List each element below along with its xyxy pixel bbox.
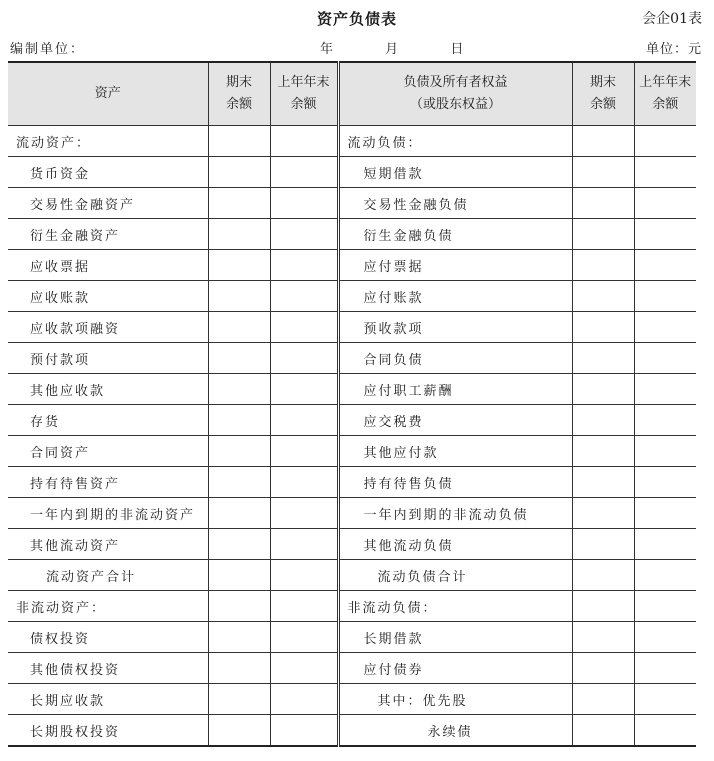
asset-end-balance-cell [208, 343, 270, 374]
liability-prev-balance-cell [634, 188, 696, 219]
asset-prev-balance-cell [270, 374, 338, 405]
asset-prev-balance-cell [270, 715, 338, 747]
asset-prev-balance-cell [270, 188, 338, 219]
liability-prev-balance-cell [634, 653, 696, 684]
asset-end-balance-cell [208, 622, 270, 653]
asset-prev-balance-cell [270, 591, 338, 622]
asset-item-label: 其他债权投资 [8, 653, 208, 684]
table-row [8, 374, 696, 405]
asset-item-label: 其他流动资产 [8, 529, 208, 560]
asset-item-label: 交易性金融资产 [8, 188, 208, 219]
asset-end-balance-cell [208, 560, 270, 591]
liability-prev-balance-cell [634, 157, 696, 188]
liability-prev-balance-cell [634, 126, 696, 157]
asset-end-balance-cell [208, 219, 270, 250]
liability-end-balance-cell [572, 343, 634, 374]
table-row [8, 405, 696, 436]
table-row [8, 653, 696, 684]
asset-item-label: 持有待售资产 [8, 467, 208, 498]
asset-item-label: 债权投资 [8, 622, 208, 653]
liability-item-label: 应付债券 [338, 653, 572, 684]
asset-prev-balance-cell [270, 250, 338, 281]
table-row [8, 126, 696, 157]
table-row [8, 343, 696, 374]
asset-item-label: 存货 [8, 405, 208, 436]
liability-item-label: 合同负债 [338, 343, 572, 374]
asset-item-label: 应收账款 [8, 281, 208, 312]
asset-end-balance-cell [208, 529, 270, 560]
liability-end-balance-cell [572, 157, 634, 188]
liability-item-label: 其他应付款 [338, 436, 572, 467]
liability-prev-balance-cell [634, 715, 696, 747]
table-row [8, 591, 696, 622]
asset-item-label: 一年内到期的非流动资产 [8, 498, 208, 529]
asset-prev-balance-cell [270, 312, 338, 343]
asset-prev-balance-cell [270, 560, 338, 591]
table-row [8, 312, 696, 343]
table-row [8, 467, 696, 498]
liability-item-label: 应付账款 [338, 281, 572, 312]
table-row [8, 622, 696, 653]
asset-prev-balance-cell [270, 219, 338, 250]
liability-end-balance-cell [572, 591, 634, 622]
asset-item-label: 其他应收款 [8, 374, 208, 405]
asset-end-balance-cell [208, 715, 270, 747]
liability-prev-balance-cell [634, 529, 696, 560]
liability-prev-balance-cell [634, 250, 696, 281]
asset-prev-balance-cell [270, 343, 338, 374]
compiler-label: 编制单位： [10, 42, 86, 57]
table-row [8, 684, 696, 715]
asset-prev-balance-cell [270, 498, 338, 529]
table-row [8, 250, 696, 281]
liability-prev-balance-cell [634, 343, 696, 374]
liability-prev-balance-cell [634, 219, 696, 250]
asset-prev-balance-cell [270, 405, 338, 436]
asset-item-label: 长期股权投资 [8, 715, 208, 747]
liability-end-balance-cell [572, 467, 634, 498]
asset-item-label: 货币资金 [8, 157, 208, 188]
liability-item-label: 长期借款 [338, 622, 572, 653]
balance-sheet-table [8, 61, 696, 747]
liability-item-label: 持有待售负债 [338, 467, 572, 498]
table-row [8, 219, 696, 250]
liability-end-balance-cell [572, 126, 634, 157]
table-row [8, 560, 696, 591]
asset-item-label: 非流动资产： [8, 591, 208, 622]
asset-end-balance-cell [208, 250, 270, 281]
asset-end-balance-cell [208, 467, 270, 498]
liability-end-balance-cell [572, 312, 634, 343]
liability-item-label: 应交税费 [338, 405, 572, 436]
col-header-prev-balance-right: 上年年末 余额 [634, 62, 696, 126]
liability-end-balance-cell [572, 374, 634, 405]
liability-item-label: 其中：优先股 [338, 684, 572, 715]
liability-item-label: 一年内到期的非流动负债 [338, 498, 572, 529]
liability-item-label: 交易性金融负债 [338, 188, 572, 219]
table-row [8, 281, 696, 312]
liability-item-label: 应付票据 [338, 250, 572, 281]
date-month-label: 月 [385, 42, 399, 57]
report-date [320, 38, 491, 57]
liability-end-balance-cell [572, 529, 634, 560]
col-header-liabilities: 负债及所有者权益 （或股东权益） [338, 62, 572, 126]
asset-prev-balance-cell [270, 436, 338, 467]
asset-item-label: 合同资产 [8, 436, 208, 467]
asset-end-balance-cell [208, 653, 270, 684]
asset-prev-balance-cell [270, 157, 338, 188]
asset-item-label: 流动资产合计 [8, 560, 208, 591]
asset-item-label: 预付款项 [8, 343, 208, 374]
liability-item-label: 非流动负债： [338, 591, 572, 622]
liability-item-label: 短期借款 [338, 157, 572, 188]
date-day-label: 日 [450, 42, 464, 57]
asset-end-balance-cell [208, 405, 270, 436]
liability-prev-balance-cell [634, 591, 696, 622]
liability-prev-balance-cell [634, 312, 696, 343]
liability-end-balance-cell [572, 219, 634, 250]
unit-label: 单位：元 [645, 42, 702, 57]
asset-prev-balance-cell [270, 622, 338, 653]
liability-end-balance-cell [572, 281, 634, 312]
col-header-assets: 资产 [8, 62, 208, 126]
asset-item-label: 应收票据 [8, 250, 208, 281]
table-row [8, 188, 696, 219]
liability-item-label: 流动负债合计 [338, 560, 572, 591]
asset-end-balance-cell [208, 312, 270, 343]
liability-prev-balance-cell [634, 467, 696, 498]
asset-item-label: 流动资产： [8, 126, 208, 157]
liability-prev-balance-cell [634, 405, 696, 436]
asset-end-balance-cell [208, 684, 270, 715]
liability-prev-balance-cell [634, 684, 696, 715]
asset-prev-balance-cell [270, 126, 338, 157]
liability-end-balance-cell [572, 560, 634, 591]
liability-prev-balance-cell [634, 498, 696, 529]
asset-item-label: 长期应收款 [8, 684, 208, 715]
table-row [8, 715, 696, 747]
asset-end-balance-cell [208, 188, 270, 219]
asset-prev-balance-cell [270, 467, 338, 498]
table-header-row [8, 62, 696, 126]
page-title: 资产负债表 [316, 10, 397, 28]
asset-end-balance-cell [208, 281, 270, 312]
liability-end-balance-cell [572, 653, 634, 684]
liability-end-balance-cell [572, 188, 634, 219]
asset-item-label: 应收款项融资 [8, 312, 208, 343]
liability-prev-balance-cell [634, 374, 696, 405]
liability-end-balance-cell [572, 715, 634, 747]
table-row [8, 157, 696, 188]
col-header-prev-balance: 上年年末 余额 [270, 62, 338, 126]
asset-end-balance-cell [208, 157, 270, 188]
liability-prev-balance-cell [634, 281, 696, 312]
liability-prev-balance-cell [634, 436, 696, 467]
liability-end-balance-cell [572, 405, 634, 436]
liability-prev-balance-cell [634, 560, 696, 591]
asset-end-balance-cell [208, 374, 270, 405]
table-row [8, 529, 696, 560]
col-header-end-balance-right: 期末 余额 [572, 62, 634, 126]
date-year-label: 年 [320, 42, 334, 57]
liability-end-balance-cell [572, 622, 634, 653]
liability-item-label: 流动负债： [338, 126, 572, 157]
liability-item-label: 衍生金融负债 [338, 219, 572, 250]
liability-item-label: 预收款项 [338, 312, 572, 343]
asset-prev-balance-cell [270, 529, 338, 560]
asset-prev-balance-cell [270, 653, 338, 684]
asset-prev-balance-cell [270, 684, 338, 715]
table-row [8, 436, 696, 467]
table-row [8, 498, 696, 529]
liability-item-label: 永续债 [338, 715, 572, 747]
asset-prev-balance-cell [270, 281, 338, 312]
liability-end-balance-cell [572, 436, 634, 467]
liability-prev-balance-cell [634, 622, 696, 653]
asset-end-balance-cell [208, 126, 270, 157]
form-code: 会企01表 [642, 11, 702, 27]
col-header-end-balance: 期末 余额 [208, 62, 270, 126]
liability-end-balance-cell [572, 498, 634, 529]
liability-end-balance-cell [572, 684, 634, 715]
liability-item-label: 应付职工薪酬 [338, 374, 572, 405]
asset-item-label: 衍生金融资产 [8, 219, 208, 250]
asset-end-balance-cell [208, 591, 270, 622]
asset-end-balance-cell [208, 498, 270, 529]
asset-end-balance-cell [208, 436, 270, 467]
liability-item-label: 其他流动负债 [338, 529, 572, 560]
liability-end-balance-cell [572, 250, 634, 281]
